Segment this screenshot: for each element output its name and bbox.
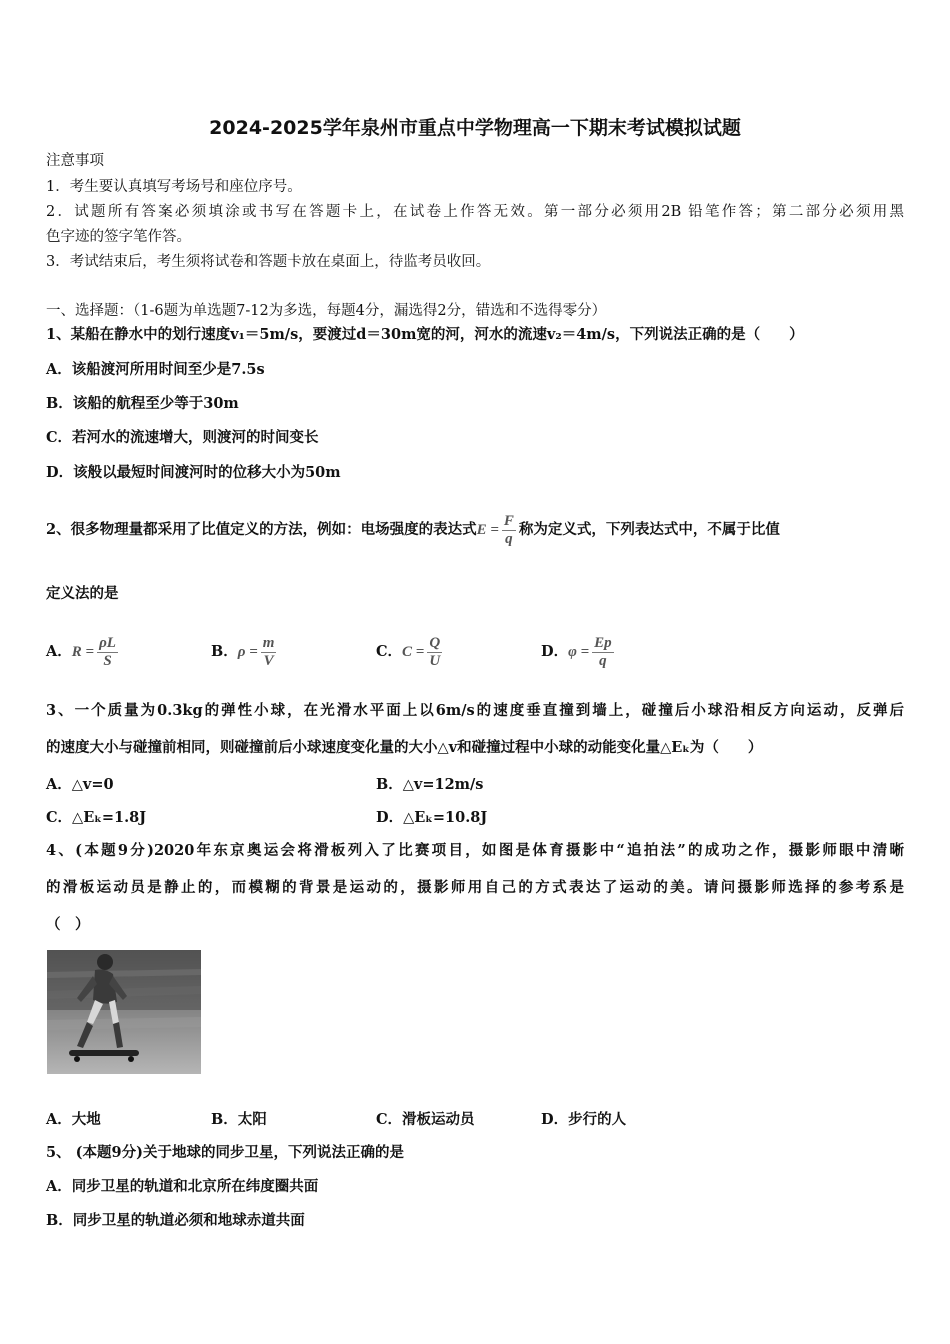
- q2-option-d-lhs: φ =: [568, 644, 590, 660]
- q5-option-b: B．同步卫星的轨道必须和地球赤道共面: [46, 1212, 305, 1229]
- q2-option-c: [376, 622, 445, 682]
- q2-stem-after: 称为定义式，下列表达式中，不属于比值: [518, 521, 780, 538]
- notice-heading: 注意事项: [46, 153, 104, 169]
- q3-option-d: D．△Eₖ=10.8J: [376, 809, 488, 826]
- q3-option-c: C．△Eₖ=1.8J: [46, 809, 147, 826]
- q4-option-c: C．滑板运动员: [376, 1111, 475, 1128]
- q2-option-d-fraction: [592, 635, 614, 670]
- section-heading: 一、选择题：（1-6题为单选题7-12为多选，每题4分，漏选得2分，错选和不选得零分）: [46, 303, 607, 319]
- q1-option-a: A．该船渡河所用时间至少是7.5s: [46, 361, 265, 378]
- q5-stem: 5、 (本题9分)关于地球的同步卫星，下列说法正确的是: [46, 1144, 404, 1161]
- q1-option-b: B．该船的航程至少等于30m: [46, 395, 239, 412]
- q2-option-b-label: B．: [211, 643, 238, 660]
- skateboarder-photo: [47, 950, 201, 1074]
- q4-option-a: A．大地: [46, 1111, 101, 1128]
- q3-stem-line2: 的速度大小与碰撞前相同，则碰撞前后小球速度变化量的大小△v和碰撞过程中小球的动能变化量△Eₖ为（ ）: [46, 739, 763, 756]
- q2-example-lhs: E =: [476, 522, 499, 538]
- q2-example-den: q: [505, 530, 513, 547]
- q2-option-a-num: ρL: [99, 634, 116, 651]
- notice-item-2-cont: 色字迹的签字笔作答。: [46, 229, 191, 245]
- q2-option-a: [46, 622, 121, 682]
- q4-option-d: D．步行的人: [541, 1111, 627, 1128]
- q2-option-c-lhs: C =: [402, 644, 425, 660]
- q2-option-a-den: S: [103, 652, 112, 669]
- q4-stem-line3: （ ）: [46, 916, 90, 933]
- q2-option-b-num: m: [262, 634, 275, 651]
- page-title: 2024-2025学年泉州市重点中学物理高一下期末考试模拟试题: [209, 117, 741, 139]
- notice-item-3: 3．考试结束后，考生须将试卷和答题卡放在桌面上，待监考员收回。: [46, 254, 491, 270]
- q4-option-b: B．太阳: [211, 1111, 267, 1128]
- q2-stem-line2: 定义法的是: [46, 585, 119, 602]
- q5-option-a: A．同步卫星的轨道和北京所在纬度圈共面: [46, 1178, 319, 1195]
- q2-option-b-den: V: [263, 652, 274, 669]
- q2-example-num: F: [503, 512, 514, 529]
- q2-option-c-label: C．: [376, 643, 403, 660]
- notice-item-1: 1．考生要认真填写考场号和座位序号。: [46, 179, 302, 195]
- q2-option-a-label: A．: [46, 643, 72, 660]
- q2-option-c-num: Q: [429, 634, 441, 651]
- q3-option-b: B．△v=12m/s: [376, 776, 484, 793]
- q2-option-a-fraction: [97, 635, 118, 670]
- q3-stem-line1: 3、一个质量为0.3kg的弹性小球，在光滑水平面上以6m/s的速度垂直撞到墙上，碰撞后小球沿相反方向运动，反弹后: [46, 702, 904, 719]
- q2-option-c-den: U: [429, 652, 441, 669]
- q2-option-b-fraction: [261, 635, 277, 670]
- q2-stem-before: 2、很多物理量都采用了比值定义的方法，例如：电场强度的表达式: [46, 521, 477, 538]
- q3-option-a: A．△v=0: [46, 776, 114, 793]
- q1-stem: 1、某船在静水中的划行速度v₁＝5m/s，要渡过d＝30m宽的河，河水的流速v₂＝4m/s，下列说法正确的是（ ）: [46, 326, 804, 343]
- q1-option-c: C．若河水的流速增大，则渡河的时间变长: [46, 429, 319, 446]
- q2-stem: [46, 500, 904, 560]
- q2-option-d-den: q: [599, 652, 607, 669]
- q2-option-a-lhs: R =: [71, 644, 95, 660]
- q2-option-b: [211, 622, 279, 682]
- q2-option-c-fraction: [427, 635, 442, 670]
- q2-example-fraction: [502, 513, 516, 548]
- q2-option-b-lhs: ρ =: [237, 644, 258, 660]
- q2-option-d-num: Ep: [594, 634, 612, 651]
- q1-option-d: D．该般以最短时间渡河时的位移大小为50m: [46, 464, 341, 481]
- notice-item-2: 2．试题所有答案必须填涂或书写在答题卡上，在试卷上作答无效。第一部分必须用2B 铅笔作答；第二部分必须用黑: [46, 204, 904, 220]
- q4-stem-line2: 的滑板运动员是静止的，而模糊的背景是运动的，摄影师用自己的方式表达了运动的美。请问摄影师选择的参考系是: [46, 879, 904, 896]
- q2-option-d: [541, 622, 617, 682]
- q4-stem-line1: 4、(本题9分)2020年东京奥运会将滑板列入了比赛项目，如图是体育摄影中“追拍法”的成功之作，摄影师眼中清晰: [46, 842, 904, 859]
- q2-option-d-label: D．: [541, 643, 569, 660]
